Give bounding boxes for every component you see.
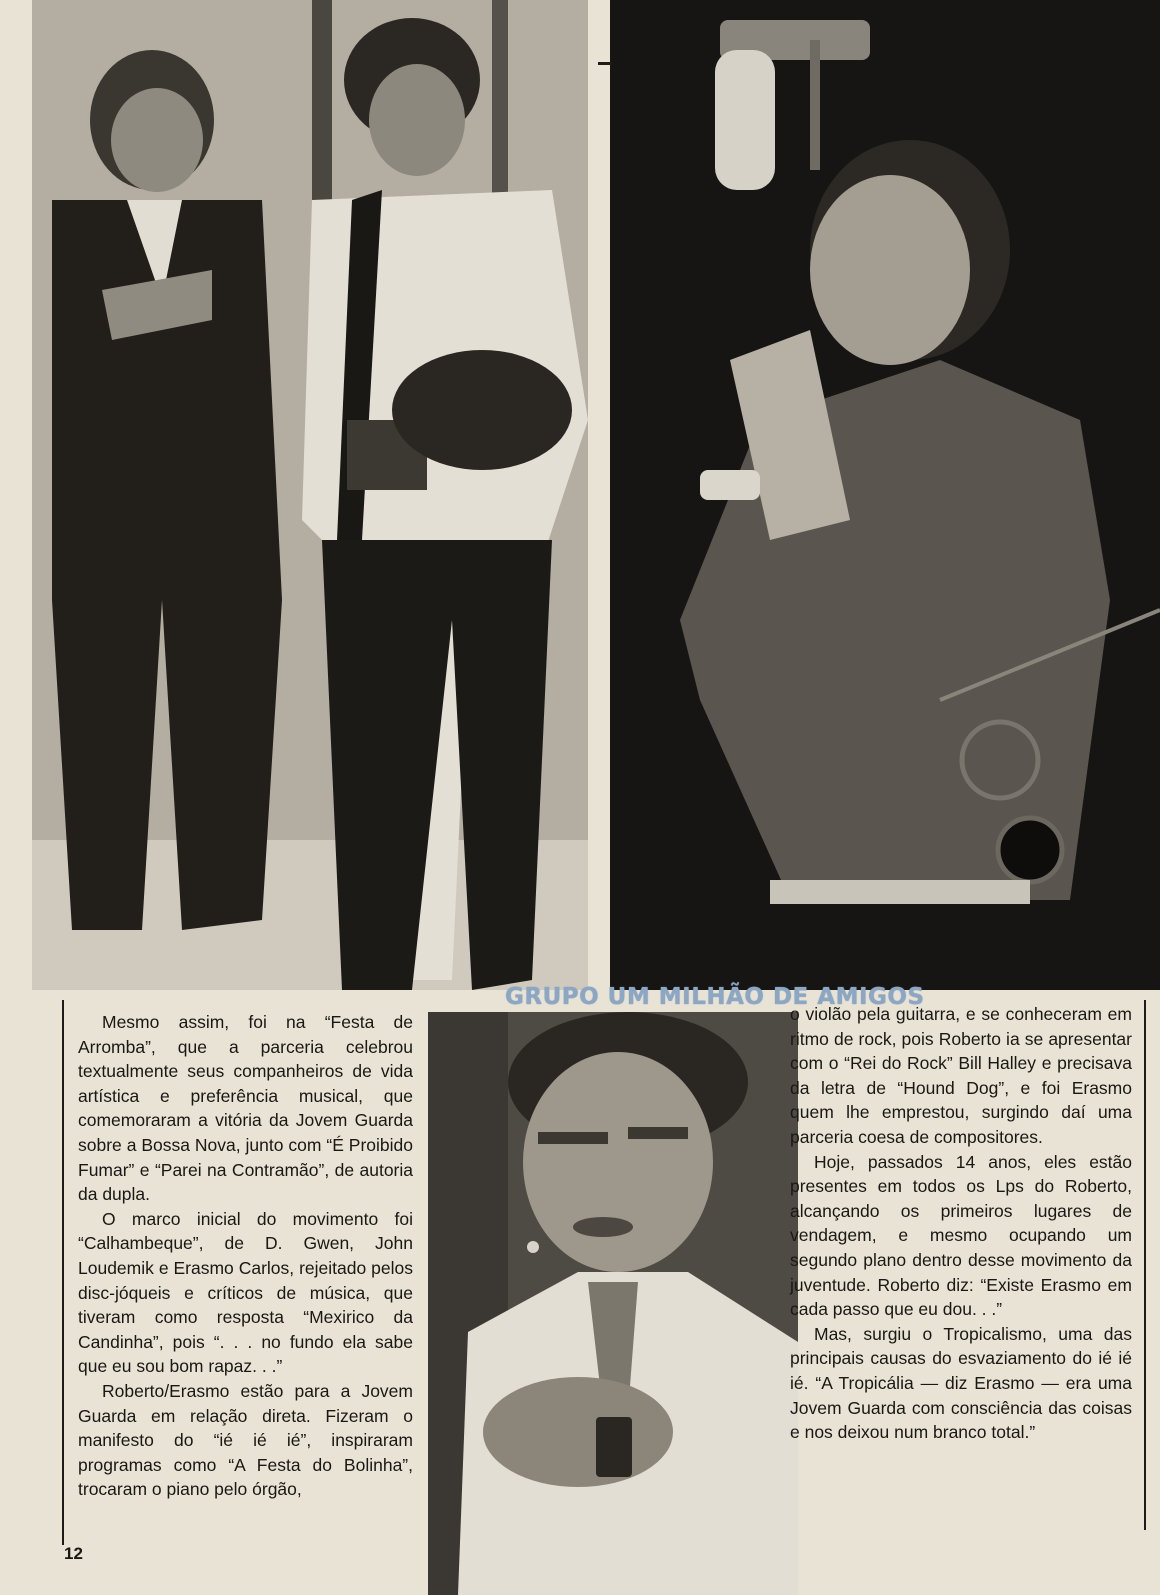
article-paragraph: Roberto/Erasmo estão para a Jovem Guarda em relação direta. Fizeram o manifesto do “ié ié ié”, inspiraram programas como “A Festa do Bolinha”, trocaram o piano pelo órgão,: [78, 1380, 413, 1500]
article-paragraph: O marco inicial do movimento foi “Calhambeque”, de D. Gwen, John Loudemik e Erasmo Carlos, rejeitado pelos disc-jóqueis e críticos de música, que tiveram como resposta “Mexirico da Candinha”, pois “. . . no fundo ela sabe que eu sou bom rapaz. . .”: [78, 1208, 413, 1377]
article-paragraph: Mas, surgiu o Tropicalismo, uma das principais causas do esvaziamento do ié ié ié. “A Tropicália — diz Erasmo — era uma Jovem Guarda com consciência das coisas e nos deixou num branco total.”: [790, 1323, 1132, 1443]
photo-microphone-illustration: [610, 0, 1160, 990]
photo-portrait-illustration: [428, 1012, 798, 1595]
photo-duo: [32, 0, 588, 990]
decorative-rule-top: [598, 62, 612, 65]
column-rule-left: [62, 1000, 64, 1545]
article-paragraph: o violão pela guitarra, e se conheceram em ritmo de rock, pois Roberto ia se apresentar com o “Rei do Rock” Bill Halley e precisava da letra de “Hound Dog”, e foi Erasmo quem lhe emprestou, surgindo daí uma parceria coesa de compositores.: [790, 1004, 1132, 1147]
watermark: GRUPO UM MILHÃO DE AMIGOS: [505, 984, 925, 1010]
article-column-right: [790, 1002, 1132, 1445]
photo-duo-illustration: [32, 0, 588, 990]
page-number: 12: [64, 1544, 83, 1563]
photo-microphone: [610, 0, 1160, 990]
article-column-left: [78, 1010, 413, 1502]
photo-portrait: [428, 1012, 798, 1595]
article-paragraph: Mesmo assim, foi na “Festa de Arromba”, que a parceria celebrou textualmente seus companheiros de vida artística e preferência musical, que comemoraram a vitória da Jovem Guarda sobre a Bossa Nova, junto com “É Proibido Fumar” e “Parei na Contramão”, de autoria da dupla.: [78, 1012, 413, 1205]
article-paragraph: Hoje, passados 14 anos, eles estão presentes em todos os Lps do Roberto, alcançando os primeiros lugares de vendagem, e mesmo ocupando um segundo plano dentro desse movimento da juventude. Roberto diz: “Existe Erasmo em cada passo que eu dou. . .”: [790, 1151, 1132, 1320]
column-rule-right: [1144, 1000, 1146, 1530]
